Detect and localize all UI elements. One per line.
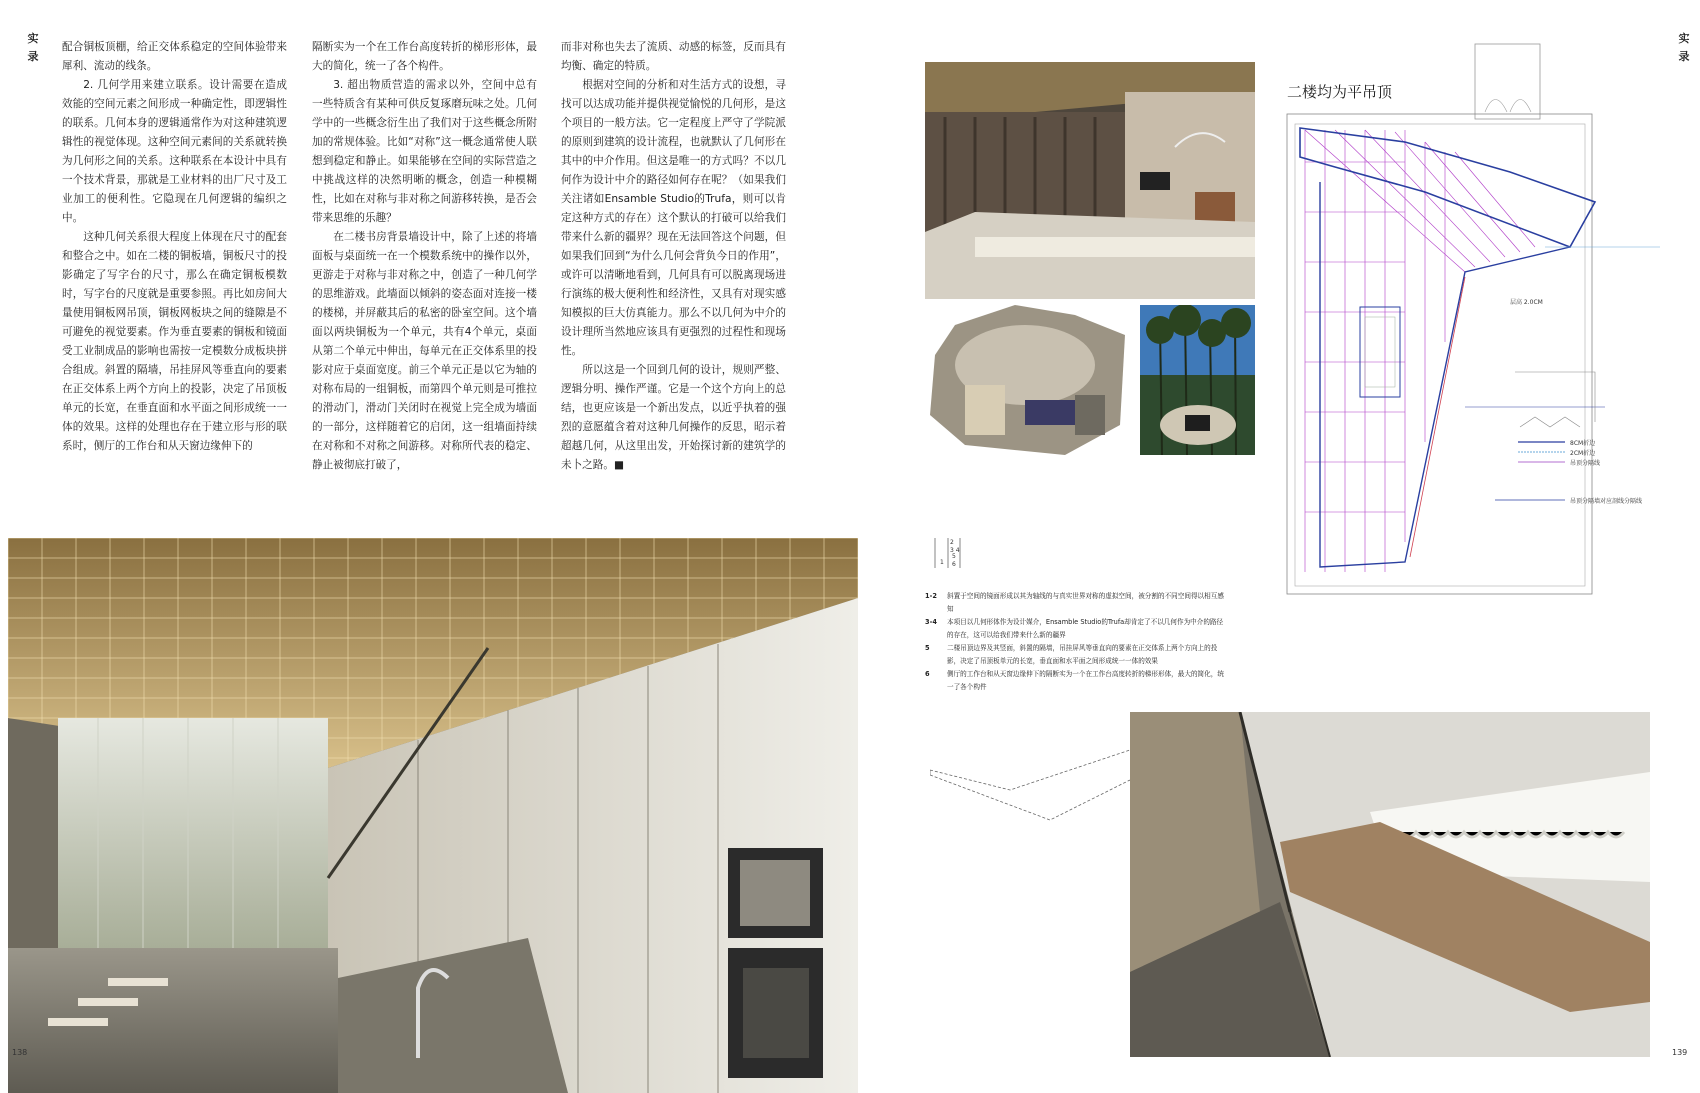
figure-index-b2: 5 [952,553,956,560]
ceiling-plan [1265,42,1660,602]
caption-3: 5 二楼吊顶边界及其竖面，斜置的隔墙，吊挂屏风等垂直向的要素在正交体系上两个方向上的投影，决定了吊顶板单元的长宽，垂直面和水平面之间形成统一一体的效果 [925,644,1218,665]
side-tag-left: 实录 [27,32,39,63]
legend-item-2: 2CM折边 [1570,450,1596,457]
col3-paragraph: 而非对称也失去了流质、动感的标签，反而具有均衡、确定的特质。 [561,41,786,72]
page-number-right: 139 [1672,1048,1688,1057]
col3-paragraph: 根据对空间的分析和对生活方式的设想，寻找可以达成功能并提供视觉愉悦的几何形，是这个项目的一般方法。它一定程度上严守了学院派的原则到建筑的设计流程，也就默认了几何形在其中的中介作用。但这是唯一的方式吗？不以几何作为设计中介的路径如何存在呢？（如果我们关注诸如Ensamble Studio的Trufa，则可以肯定这种方式的存在）这个默认的打破可以给我们带来什么新的疆界？现在无法回答这个问题，但如果我们回到“为什么几何会背负今日的作用”，或许可以清晰地看到，几何具有可以脱离现场进行演练的极大便利性和经济性，又具有对现实感知模拟的巨大仿真能力。那么不以几何为中介的设计理所当然地应该具有更强烈的过程性和现场性。 [561,79,786,357]
caption-2: 3-4 本项目以几何形体作为设计媒介，Ensamble Studio的Trufa却肯定了不以几何作为中介的路径的存在，这可以给我们带来什么新的疆界 [925,618,1224,639]
figure-index-a: 1 [940,559,944,566]
photo-trufa-interior [925,305,1130,455]
text-column-1 [62,38,287,456]
side-tag-right: 实录 [1678,32,1690,63]
col1-paragraph: 2. 几何学用来建立联系。设计需要在造成效能的空间元素之间形成一种确定性，即逻辑性的联系。几何本身的逻辑通常作为对这种建筑逻辑性的视觉体现。这种空间元素间的关系就转换为几何形之间的关系。这种联系在本设计中具有一个技术背景，那就是工业材料的出厂尺寸及工业加工的便利性。它隐现在几何逻辑的编织之中。 [62,79,287,224]
col2-paragraph: 3. 超出物质营造的需求以外，空间中总有一些特质含有某种可供反复琢磨玩味之处。几何学中的一些概念衍生出了我们对于这些概念所附加的常规体验。比如“对称”这一概念通常使人联想到稳定和静止。如果能够在空间的实际营造之中挑战这样的决然明晰的概念，创造一种模糊性，比如在对称与非对称之间游移转换，是否会带来思维的乐趣？ [312,79,537,224]
sketch-diagram [930,740,1130,830]
captions [925,590,1225,694]
col3-paragraph: 所以这是一个回到几何的设计，规则严整、逻辑分明、操作严谨。它是一个这个方向上的总结，也更应该是一个新出发点，以近乎执着的强烈的意愿蕴含着对这种几何操作的反思，昭示着超越几何，从这里出发，开始探讨新的建筑学的未卜之路。■ [561,364,786,471]
col2-paragraph: 在二楼书房背景墙设计中，除了上述的将墙面板与桌面统一在一个模数系统中的操作以外，更游走于对称与非对称之中，创造了一种几何学的思维游戏。此墙面以倾斜的姿态面对连接一楼的楼梯，并屏蔽其后的私密的卧室空间。这个墙面以两块铜板为一个单元，共有4个单元，桌面从第二个单元中伸出，每单元在正交体系里的投影对应于桌面宽度。前三个单元正是以它为轴的对称布局的一组铜板，而第四个单元则是可推拉的滑动门，滑动门关闭时在视觉上完全成为墙面的一部分，这样随着它的启闭，这一组墙面持续在对称和不对称之间游移。对称所代表的稳定、静止被彻底打破了， [312,231,537,471]
text-column-3 [561,38,786,475]
page-number-left: 138 [12,1048,28,1057]
figure-index-b0: 2 [950,539,954,546]
plan-label-center: 层高 2.0CM [1510,299,1543,306]
legend-item-1: 8CM折边 [1570,440,1596,447]
col2-paragraph: 隔断实为一个在工作台高度转折的梯形形体，最大的简化，统一了各个构件。 [312,41,537,72]
photo-skylight-partition [1130,712,1650,1057]
caption-4: 6 侧厅的工作台和从天窗边缘伸下的隔断实为一个在工作台高度转折的梯形形体，最大的简化，统一了各个构件 [925,670,1224,691]
caption-1: 1-2 斜置于空间的镜面形成以其为轴线的与真实世界对称的虚拟空间，被分割的不同空间得以相互感知 [925,592,1224,613]
plan-title: 二楼均为平吊顶 [1287,83,1393,101]
legend-item-4: 吊顶分隔墙对应剖线分隔线 [1570,498,1643,505]
col1-paragraph: 这种几何关系很大程度上体现在尺寸的配套和整合之中。如在二楼的铜板墙，铜板尺寸的投影确定了写字台的尺寸，那么在确定铜板模数时，写字台的尺度就是重要参照。再比如房间大量使用铜板网吊顶，铜板网板块之间的缝隙是不可避免的视觉要素。作为垂直要素的铜板和镜面受工业制成品的影响也需按一定模数分成板块拼合组成。斜置的隔墙，吊挂屏风等垂直向的要素在正交体系上两个方向上的投影，决定了吊顶板单元的长宽，在垂直面和水平面之间形成统一一体的效果。这样的处理也存在于建立形与形的联系时，侧厅的工作台和从天窗边缘伸下的 [62,231,287,452]
legend-item-3: 吊顶分隔线 [1570,460,1601,467]
col1-paragraph: 配合铜板顶棚，给正交体系稳定的空间体验带来犀利、流动的线条。 [62,41,287,72]
figure-index-b3: 6 [952,561,956,568]
figure-index-b1: 3 4 [950,547,960,554]
photo-trufa-exterior [1140,305,1255,455]
photo-living-room [925,62,1255,299]
figure-index [930,538,975,568]
text-column-2 [312,38,537,475]
photo-kitchen-interior [8,538,858,1093]
